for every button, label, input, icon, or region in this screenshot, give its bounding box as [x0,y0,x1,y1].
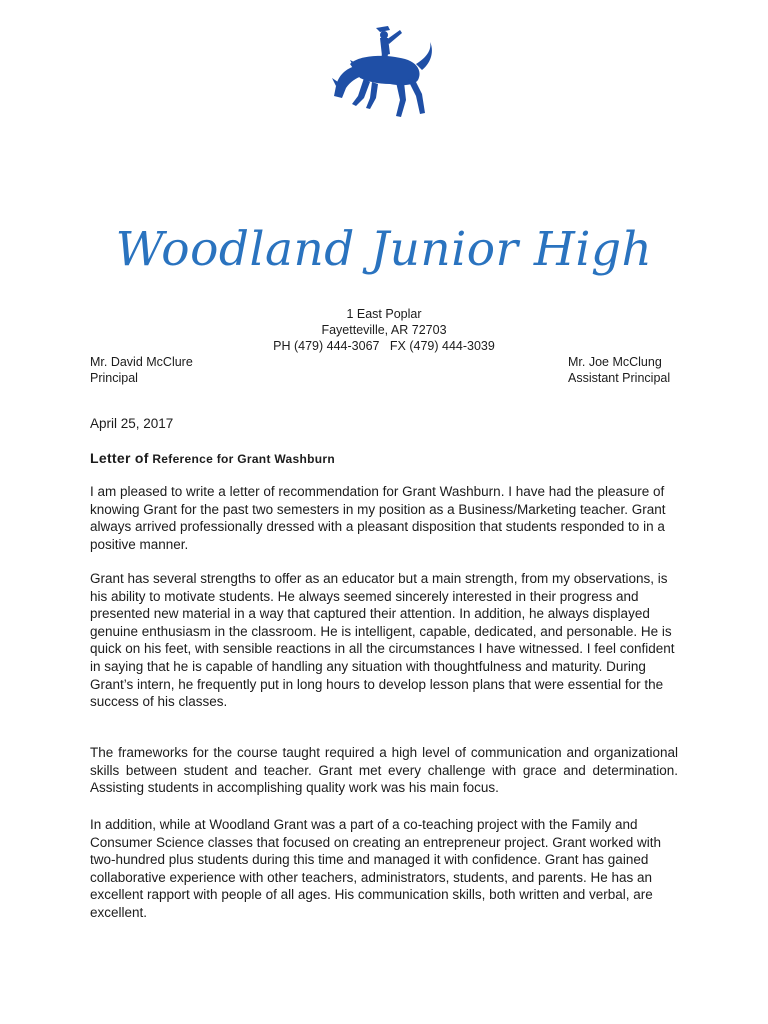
principal-name: Mr. David McClure [90,355,193,369]
school-name: Woodland Junior High [115,222,653,277]
assistant-principal-name: Mr. Joe McClung [568,355,662,369]
paragraph-4: In addition, while at Woodland Grant was a part of a co-teaching project with the Family and Consumer Science classes that focused on creating an entrepreneur project. Grant worked with two-hundred plus students during this time and managed it with confidence. Grant has gained collaborative experience with other teachers, administrators, students, and parents. He has an excellent rapport with people of all ages. His communication skills, both written and verbal, are excellent. [90,817,662,920]
assistant-principal-title: Assistant Principal [568,371,671,385]
principal-block [90,354,193,386]
phone-fax: PH (479) 444-3067 FX (479) 444-3039 [273,339,495,353]
paragraph-2: Grant has several strengths to offer as an educator but a main strength, from my observations, is his ability to motivate students. He always seemed sincerely interested in their progress and presented new material in a way that captured their attention. In addition, he always displayed genuine enthusiasm in the classroom. He is intelligent, capable, dedicated, and personable. He is quick on his feet, with sensible reactions in all the circumstances I have witnessed. I feel confident in saying that he is capable of handling any situation with thoughtfulness and maturity. During Grant’s intern, he frequently put in long hours to develop lesson plans that were essential for the success of his classes. [90,571,675,710]
principal-title: Principal [90,371,138,385]
paragraph-3: The frameworks for the course taught required a high level of communication and organizational skills between student and teacher. Grant met every challenge with grace and determination. Assisting students in accomplishing quality work was his main focus. [90,745,678,796]
letter-date: April 25, 2017 [90,416,174,431]
letter-subject [90,450,335,466]
paragraph-1: I am pleased to write a letter of recommendation for Grant Washburn. I have had the pleasure of knowing Grant for the past two semesters in my position as a Business/Marketing teacher. Grant always arrived professionally dressed with a pleasant disposition that students responded to in a positive manner. [90,484,666,552]
subject-rest: Reference for Grant Washburn [148,452,335,466]
assistant-principal-block [568,354,670,386]
bucking-horse-rider-icon [330,24,436,126]
subject-lead: Letter of [90,450,149,466]
address-city: Fayetteville, AR 72703 [321,323,447,337]
address-street: 1 East Poplar [346,307,422,321]
school-address [0,306,768,354]
